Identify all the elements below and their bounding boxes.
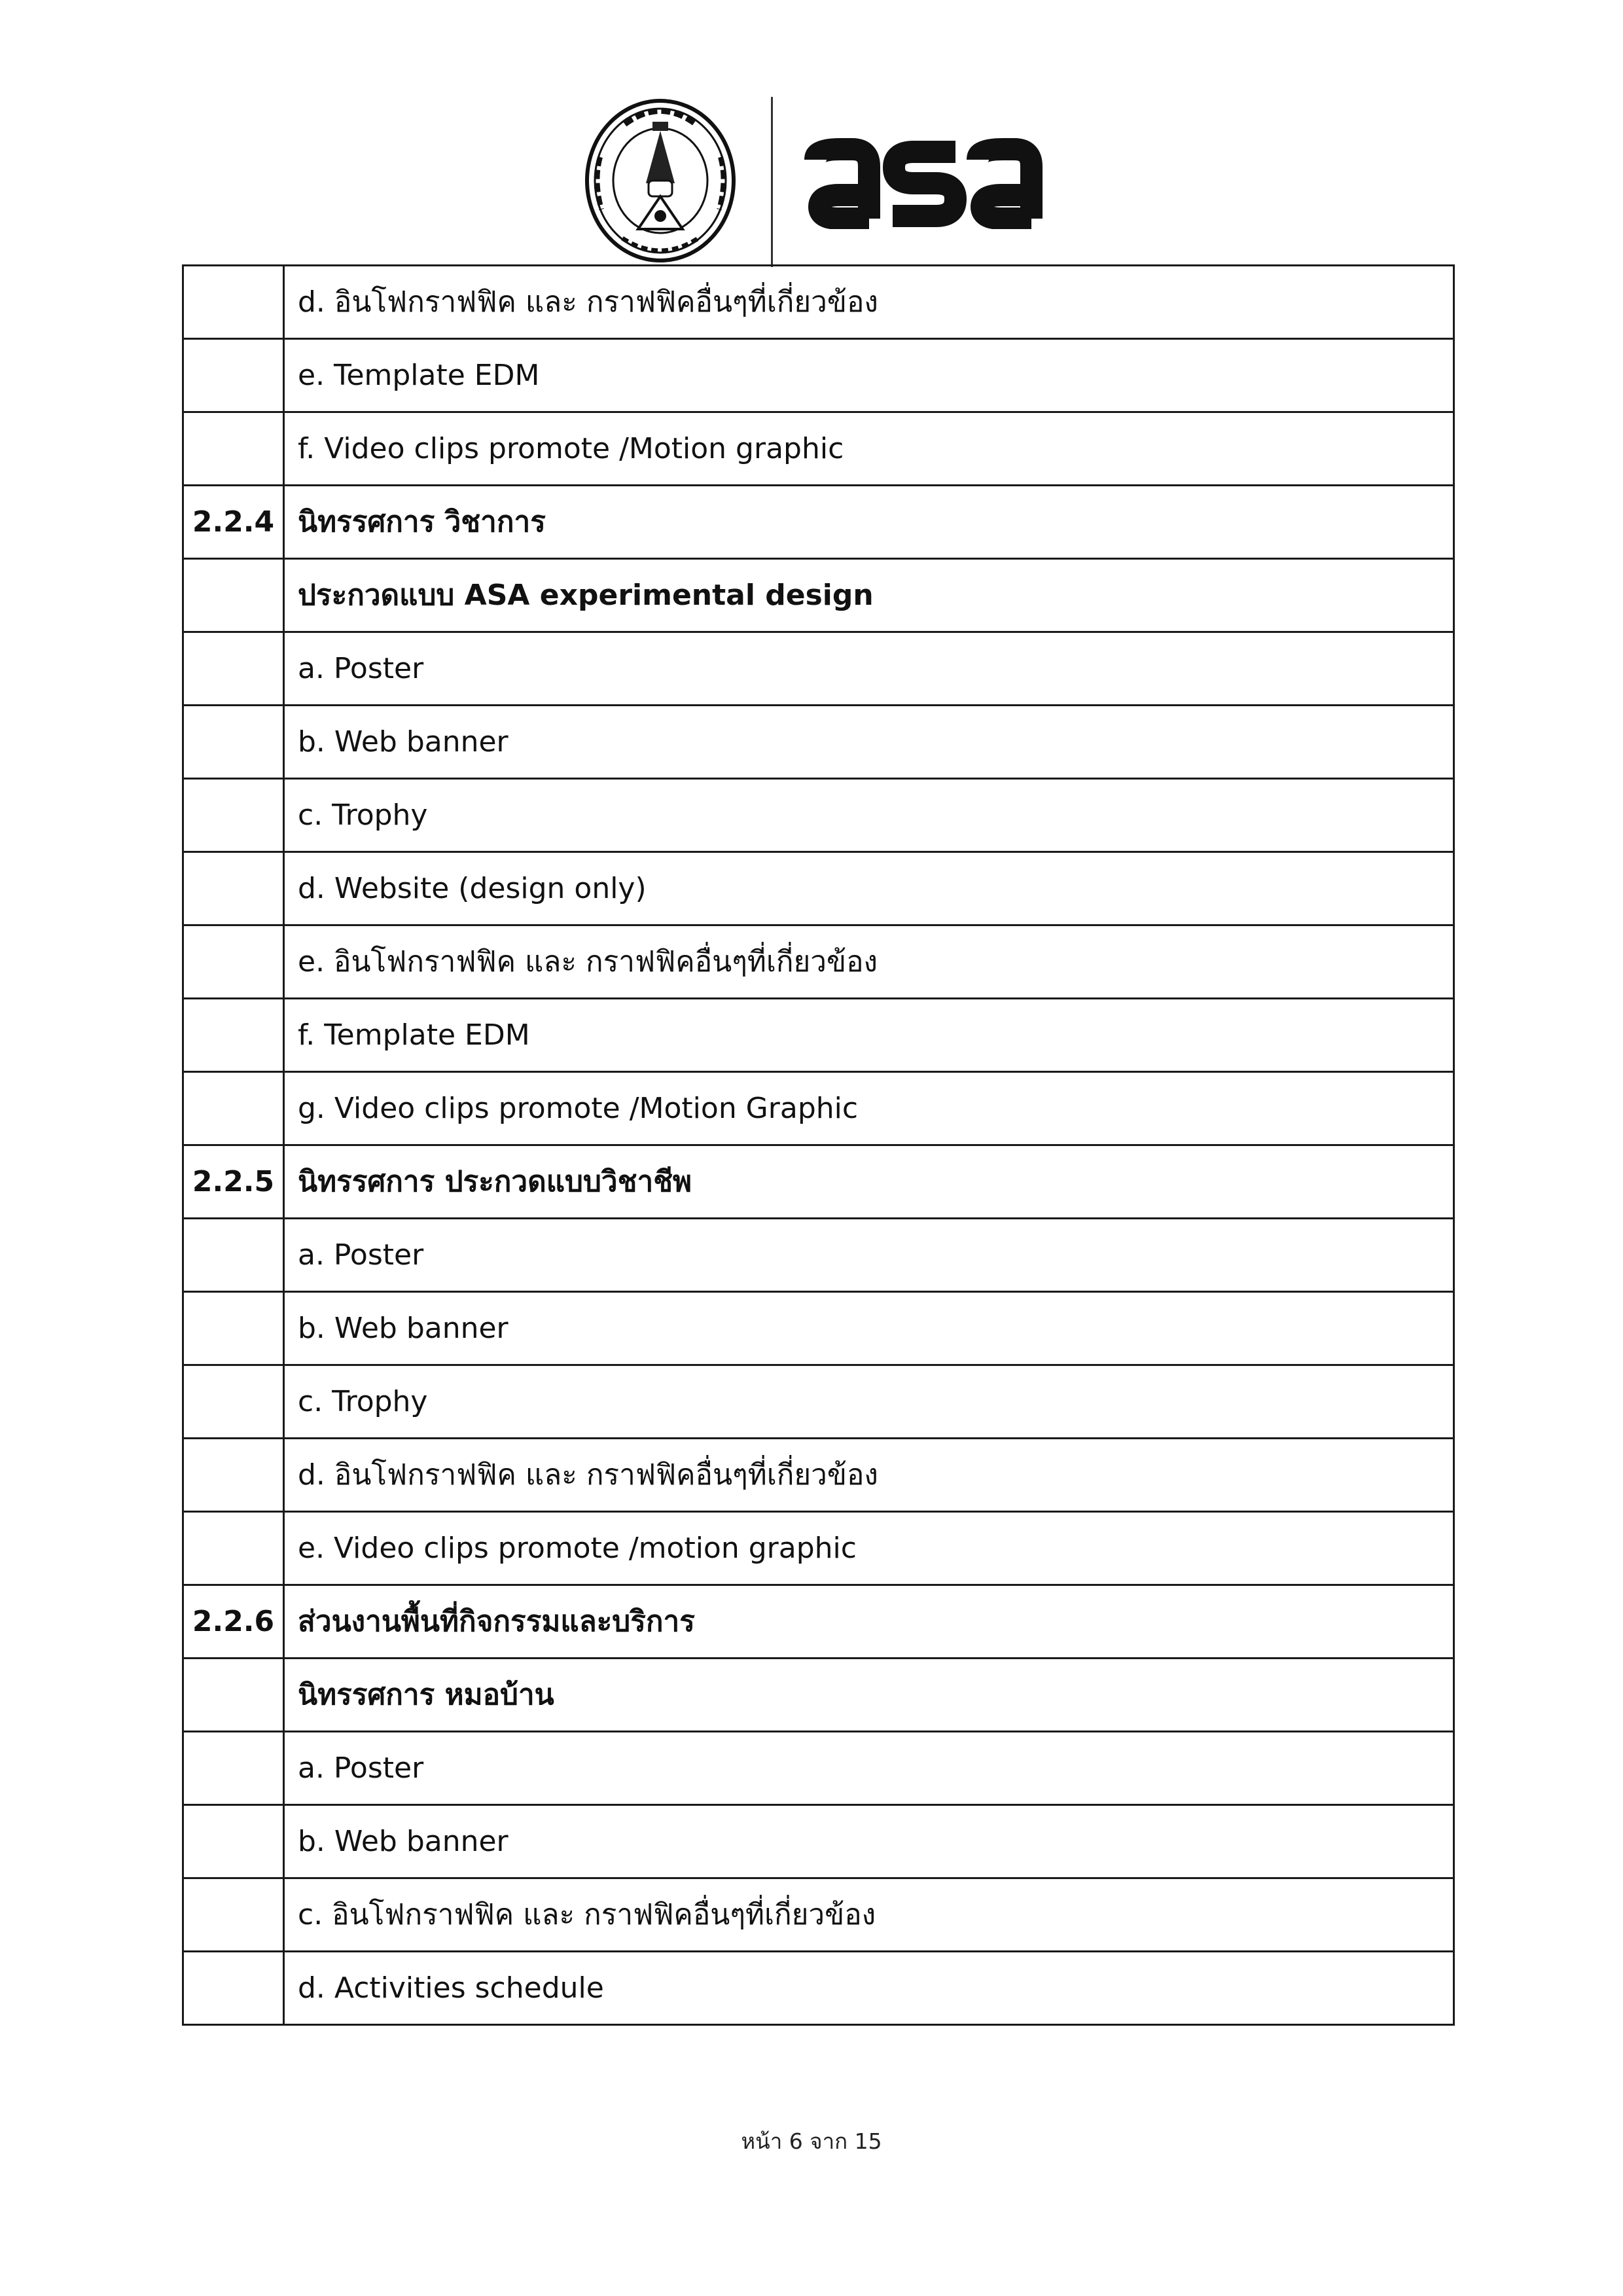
association-seal-logo <box>584 98 736 263</box>
deliverable-item-cell: a. Poster <box>284 1219 1454 1292</box>
section-number-cell <box>183 999 284 1072</box>
deliverable-item-cell: a. Poster <box>284 632 1454 706</box>
section-heading-cell: นิทรรศการ หมอบ้าน <box>284 1659 1454 1732</box>
table-row <box>183 1365 1454 1439</box>
table-row <box>183 632 1454 706</box>
section-number-cell <box>183 1659 284 1732</box>
section-number-cell <box>183 1439 284 1512</box>
table-row <box>183 266 1454 339</box>
deliverable-item-cell: f. Video clips promote /Motion graphic <box>284 412 1454 486</box>
table-row <box>183 1952 1454 2025</box>
section-number-cell <box>183 852 284 925</box>
page-header <box>0 92 1623 268</box>
table-row <box>183 1732 1454 1805</box>
table-row <box>183 1585 1454 1659</box>
section-number-cell <box>183 706 284 779</box>
section-number-cell <box>183 925 284 999</box>
deliverable-item-cell: a. Poster <box>284 1732 1454 1805</box>
deliverable-item-cell: f. Template EDM <box>284 999 1454 1072</box>
table-row <box>183 706 1454 779</box>
section-heading-cell: นิทรรศการ วิชาการ <box>284 486 1454 559</box>
section-heading-cell: ประกวดแบบ ASA experimental design <box>284 559 1454 632</box>
section-heading-cell: นิทรรศการ ประกวดแบบวิชาชีพ <box>284 1145 1454 1219</box>
deliverable-item-cell: b. Web banner <box>284 706 1454 779</box>
deliverable-item-cell: e. อินโฟกราฟฟิค และ กราฟฟิคอื่นๆที่เกี่ยวข้อง <box>284 925 1454 999</box>
table-row <box>183 339 1454 412</box>
section-number-cell <box>183 1732 284 1805</box>
deliverable-item-cell: c. อินโฟกราฟฟิค และ กราฟฟิคอื่นๆที่เกี่ยวข้อง <box>284 1878 1454 1952</box>
table-row <box>183 1512 1454 1585</box>
section-number-cell <box>183 1878 284 1952</box>
section-number-cell <box>183 1365 284 1439</box>
table-row <box>183 1292 1454 1365</box>
deliverables-table <box>182 264 1455 2026</box>
section-number-cell <box>183 1952 284 2025</box>
asa-logo <box>801 137 1050 229</box>
deliverable-item-cell: g. Video clips promote /Motion Graphic <box>284 1072 1454 1145</box>
section-number-cell <box>183 779 284 852</box>
deliverable-item-cell: c. Trophy <box>284 1365 1454 1439</box>
table-row <box>183 486 1454 559</box>
table-row <box>183 1439 1454 1512</box>
table-row <box>183 1072 1454 1145</box>
section-number-cell <box>183 632 284 706</box>
section-number-cell <box>183 559 284 632</box>
section-number-cell <box>183 266 284 339</box>
table-row <box>183 1219 1454 1292</box>
table-row <box>183 559 1454 632</box>
deliverable-item-cell: d. Activities schedule <box>284 1952 1454 2025</box>
table-row <box>183 852 1454 925</box>
deliverable-item-cell: d. Website (design only) <box>284 852 1454 925</box>
section-number-cell <box>183 339 284 412</box>
table-row <box>183 1659 1454 1732</box>
deliverable-item-cell: e. Video clips promote /motion graphic <box>284 1512 1454 1585</box>
section-number-cell <box>183 1512 284 1585</box>
deliverable-item-cell: b. Web banner <box>284 1805 1454 1878</box>
section-number-cell <box>183 1219 284 1292</box>
section-number-cell <box>183 1072 284 1145</box>
section-number-cell <box>183 1805 284 1878</box>
table-row <box>183 412 1454 486</box>
deliverable-item-cell: c. Trophy <box>284 779 1454 852</box>
page-number: หน้า 6 จาก 15 <box>741 2128 882 2154</box>
section-number-cell <box>183 1292 284 1365</box>
section-number-cell <box>183 412 284 486</box>
table-row <box>183 1805 1454 1878</box>
table-row <box>183 999 1454 1072</box>
table-row <box>183 925 1454 999</box>
section-heading-cell: ส่วนงานพื้นที่กิจกรรมและบริการ <box>284 1585 1454 1659</box>
deliverable-item-cell: d. อินโฟกราฟฟิค และ กราฟฟิคอื่นๆที่เกี่ยวข้อง <box>284 1439 1454 1512</box>
section-number-cell: 2.2.5 <box>183 1145 284 1219</box>
header-divider <box>771 97 773 267</box>
deliverable-item-cell: b. Web banner <box>284 1292 1454 1365</box>
deliverable-item-cell: d. อินโฟกราฟฟิค และ กราฟฟิคอื่นๆที่เกี่ยวข้อง <box>284 266 1454 339</box>
section-number-cell: 2.2.6 <box>183 1585 284 1659</box>
table-row <box>183 1878 1454 1952</box>
table-row <box>183 1145 1454 1219</box>
deliverable-item-cell: e. Template EDM <box>284 339 1454 412</box>
table-row <box>183 779 1454 852</box>
section-number-cell: 2.2.4 <box>183 486 284 559</box>
